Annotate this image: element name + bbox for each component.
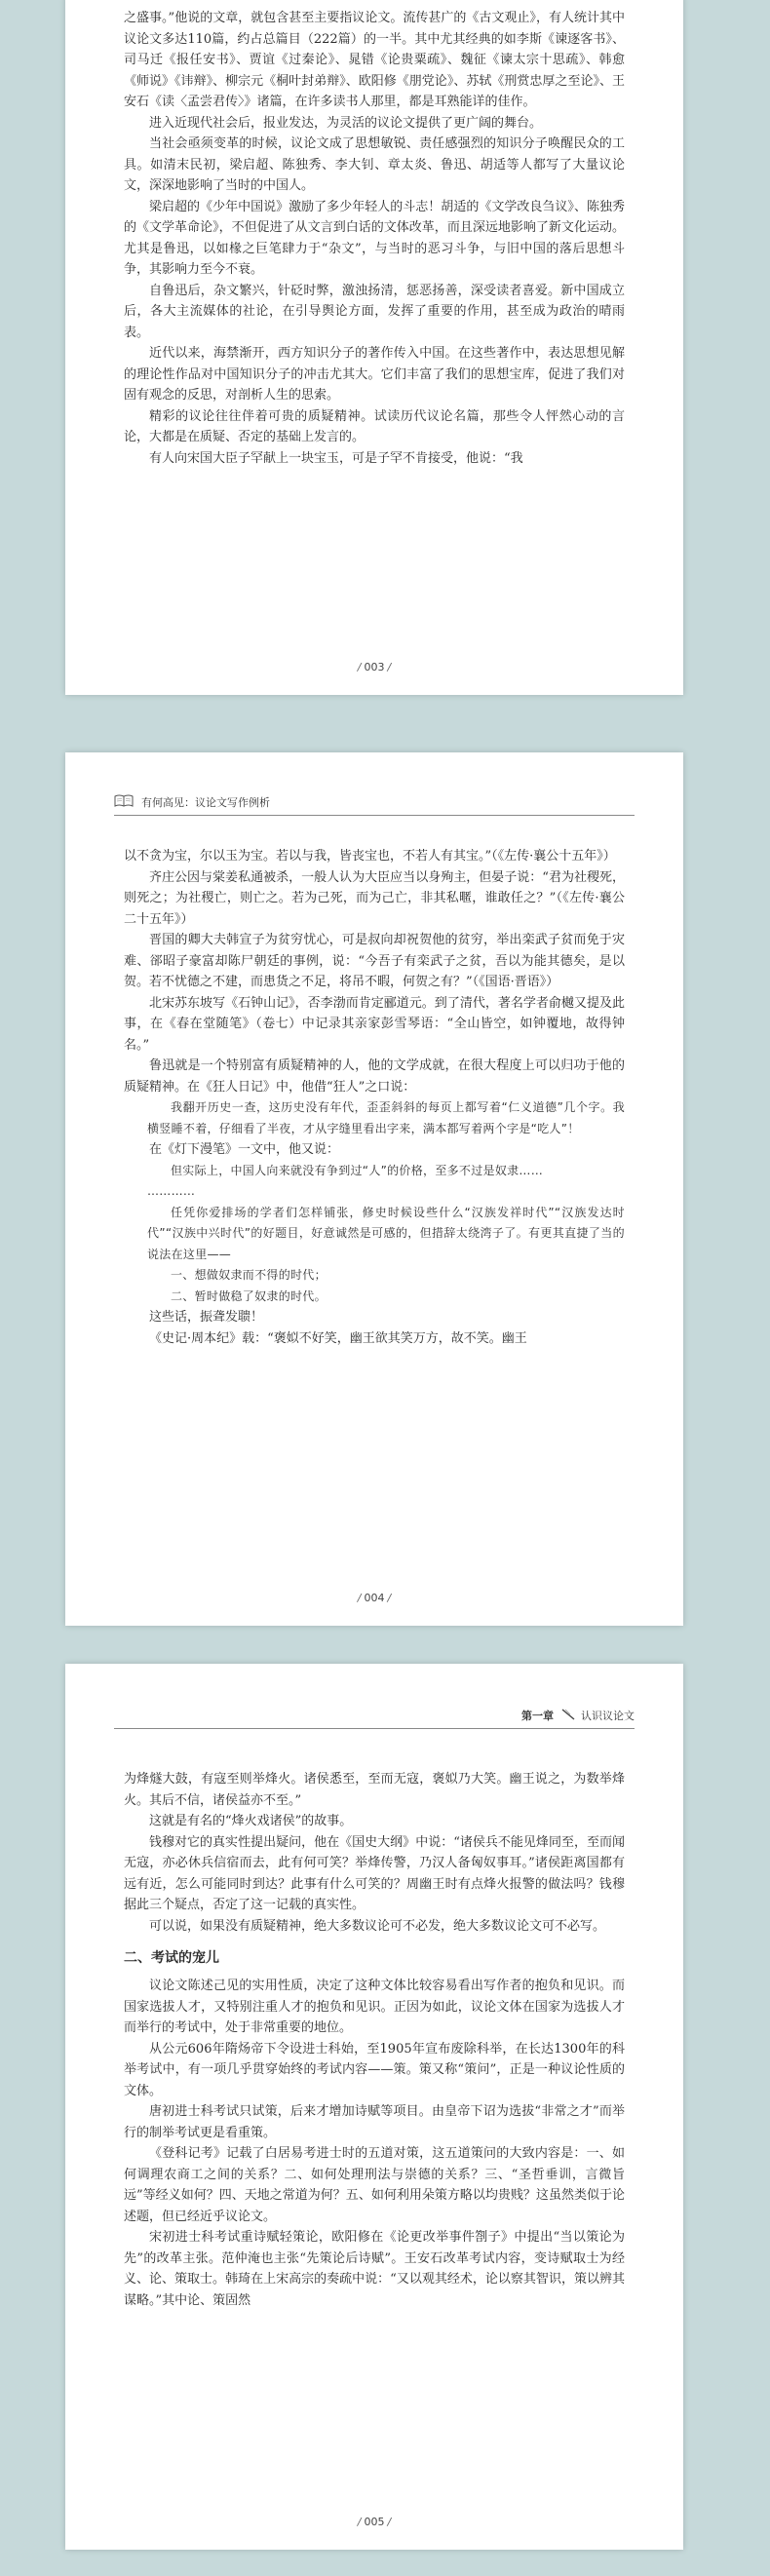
paragraph: 当社会亟须变革的时候，议论文成了思想敏锐、责任感强烈的知识分子唤醒民众的工具。如清末民初，梁启超、陈独秀、李大钊、章太炎、鲁迅、胡适等人都写了大量议论文，深深地影响了当时的中国人。 [124,136,625,193]
paragraph: 晋国的卿大夫韩宣子为贫穷忧心，可是叔向却祝贺他的贫穷，举出栾武子贫而免于灾难、郤昭子豪富却陈尸朝廷的事例，说：“今吾子有栾武子之贫，吾以为能其德矣，是以贺。若不忧德之不建，而患货之不足，将吊不暇，何贺之有？”（《国语·晋语》） [124,933,625,989]
open-book-icon [114,794,134,810]
paragraph: 唐初进士科考试只试策，后来才增加诗赋等项目。由皇帝下诏为选拔“非常之才”而举行的制举考试更是看重策。 [124,2104,625,2140]
paragraph: 《登科记考》记载了白居易考进士时的五道对策，这五道策问的大致内容是：一、如何调理农商工之间的关系？二、如何处理刑法与崇德的关系？三、“圣哲垂训，言微旨远”等经义如何？四、天地之常道为何？五、如何利用朵策方略以均贵贱？这虽然类似于论述题，但已经近乎议论文。 [124,2146,625,2224]
paragraph: 以不贪为宝，尔以玉为宝。若以与我，皆丧宝也，不若人有其宝。”（《左传·襄公十五年》） [124,849,616,864]
block-quote: 任凭你爱排场的学者们怎样铺张，修史时候设些什么“汉族发祥时代”“汉族发达时代”“汉族中兴时代”的好题目，好意诚然是可感的，但措辞太绕湾子了。有更其直捷了当的说法在这里—— [147,1205,625,1261]
paragraph: 钱穆对它的真实性提出疑问，他在《国史大纲》中说：“诸侯兵不能见烽同至，至而闻无寇，亦必休兵信宿而去，此有何可笑？举烽传警，乃汉人备匈奴事耳。”诸侯距离国都有远有近，怎么可能同时到达？此事有什么可笑的？周幽王时有点烽火报警的做法吗？钱穆据此三个疑点，否定了这一记载的真实性。 [124,1834,625,1912]
page-003 [65,0,683,695]
paragraph: 自鲁迅后，杂文繁兴，针砭时弊，激浊扬清，惩恶扬善，深受读者喜爱。新中国成立后，各大主流媒体的社论，在引导舆论方面，发挥了重要的作用，甚至成为政治的晴雨表。 [124,283,625,340]
block-quote: 一、想做奴隶而不得的时代； [171,1268,327,1282]
brush-stroke-icon [561,1709,575,1723]
paragraph: 从公元606年隋炀帝下令设进士科始，至1905年宣布废除科举，在长达1300年的科举考试中，有一项几乎贯穿始终的考试内容——策。策又称“策问”，正是一种议论性质的文体。 [124,2041,625,2098]
paragraph: 这些话，振聋发聩！ [149,1310,264,1325]
block-quote-ellipsis: ………… [147,1184,196,1198]
paragraph: 梁启超的《少年中国说》激励了多少年轻人的斗志！胡适的《文学改良刍议》、陈独秀的《文学革命论》，不但促进了从文言到白话的文体改革，而且深远地影响了新文化运动。尤其是鲁迅，以如椽之巨笔肆力于“杂文”，与当时的恶习斗争，与旧中国的落后思想斗争，其影响力至今不衰。 [124,199,625,277]
paragraph: 在《灯下漫笔》一文中，他又说： [149,1142,340,1157]
folio-dash-right: / [387,2516,392,2528]
page-number [65,2516,683,2528]
page-005-body [124,1769,625,2311]
paragraph: 为烽燧大鼓，有寇至则举烽火。诸侯悉至，至而无寇，褒姒乃大笑。幽王说之，为数举烽火。其后不信，诸侯益亦不至。” [124,1772,625,1808]
paragraph: 可以说，如果没有质疑精神，绝大多数议论可不必发，绝大多数议论文可不必写。 [149,1918,606,1934]
folio-dash-left: / [357,1592,362,1604]
section-heading: 二、考试的宠儿 [124,1950,219,1966]
chapter-label: 第一章 [521,1710,554,1722]
folio-dash-right: / [387,661,392,673]
paragraph: 议论文陈述己见的实用性质，决定了这种文体比较容易看出写作者的抱负和见识。而国家选拔人才，又特别注重人才的抱负和见识。正因为如此，议论文体在国家为选拔人才而举行的考试中，处于非常重要的地位。 [124,1979,625,2035]
page-004 [65,752,683,1626]
page-004-body [124,846,625,1349]
page-number-text: 003 [364,661,385,673]
paragraph: 《史记·周本纪》载：“褒姒不好笑，幽王欲其笑万方，故不笑。幽王 [149,1330,527,1346]
page-number [65,661,683,673]
paragraph: 这就是有名的“烽火戏诸侯”的故事。 [149,1814,353,1828]
page-number [65,1592,683,1604]
running-head [114,1703,635,1729]
paragraph: 北宋苏东坡写《石钟山记》，否李渤而肯定郦道元。到了清代，著名学者俞樾又提及此事，在《春在堂随笔》（卷七）中记录其亲家彭雪琴语：“全山皆空，如钟覆地，故得钟名。” [124,995,625,1053]
page-005 [65,1664,683,2550]
paragraph: 宋初进士科考试重诗赋轻策论，欧阳修在《论更改举事件劄子》中提出“当以策论为先”的改革主张。范仲淹也主张“先策论后诗赋”。王安石改革考试内容，变诗赋取士为经义、论、策取士。韩琦在上宋高宗的奏疏中说：“又以观其经术，论以察其智识，策以辨其谋略。”其中论、策固然 [124,2230,625,2308]
block-quote: 二、暂时做稳了奴隶的时代。 [171,1288,327,1303]
page-number-text: 005 [364,2516,385,2528]
paragraph: 精彩的议论往往伴着可贵的质疑精神。试读历代议论名篇，那些令人怦然心动的言论，大都是在质疑、否定的基础上发言的。 [124,408,625,444]
page-number-text: 004 [364,1592,385,1604]
paragraph: 鲁迅就是一个特别富有质疑精神的人，他的文学成就，在很大程度上可以归功于他的质疑精神。在《狂人日记》中，他借“狂人”之口说： [124,1058,625,1095]
paragraph: 之盛事。”他说的文章，就包含甚至主要指议论文。流传甚广的《古文观止》，有人统计其中议论文多达110篇，约占总篇目（222篇）的一半。其中尤其经典的如李斯《谏逐客书》、司马迁《报任安书》、贾谊《过秦论》、晁错《论贵粟疏》、魏征《谏太宗十思疏》、韩愈《师说》《讳辩》、柳宗元《桐叶封弟辩》、欧阳修《朋党论》、苏轼《刑赏忠厚之至论》、王安石《读〈孟尝君传〉》诸篇，在许多读书人那里，都是耳熟能详的佳作。 [124,11,625,109]
folio-dash-left: / [357,2516,362,2528]
paragraph: 齐庄公因与棠姜私通被杀，一般人认为大臣应当以身殉主，但晏子说：“君为社稷死，则死之；为社稷亡，则亡之。若为己死，而为己亡，非其私暱，谁敢任之？”（《左传·襄公二十五年》） [124,869,625,927]
chapter-title: 认识议论文 [581,1710,635,1722]
paragraph: 有人向宋国大臣子罕献上一块宝玉，可是子罕不肯接受，他说：“我 [149,450,523,466]
running-head [114,789,635,816]
paragraph: 进入近现代社会后，报业发达，为灵活的议论文提供了更广阔的舞台。 [149,115,543,131]
block-quote: 但实际上，中国人向来就没有争到过“人”的价格，至多不过是奴隶…… [171,1163,544,1177]
book-title: 有何高见：议论文写作例析 [141,796,270,809]
folio-dash-left: / [357,661,362,673]
page-003-body [124,8,625,469]
block-quote: 我翻开历史一查，这历史没有年代，歪歪斜斜的每页上都写着“仁义道德”几个字。我横竖睡不着，仔细看了半夜，才从字缝里看出字来，满本都写着两个字是“吃人”！ [147,1100,625,1135]
folio-dash-right: / [387,1592,392,1604]
paragraph: 近代以来，海禁渐开，西方知识分子的著作传入中国。在这些著作中，表达思想见解的理论性作品对中国知识分子的冲击尤其大。它们丰富了我们的思想宝库，促进了我们对固有观念的反思，对剖析人生的思索。 [124,346,625,403]
